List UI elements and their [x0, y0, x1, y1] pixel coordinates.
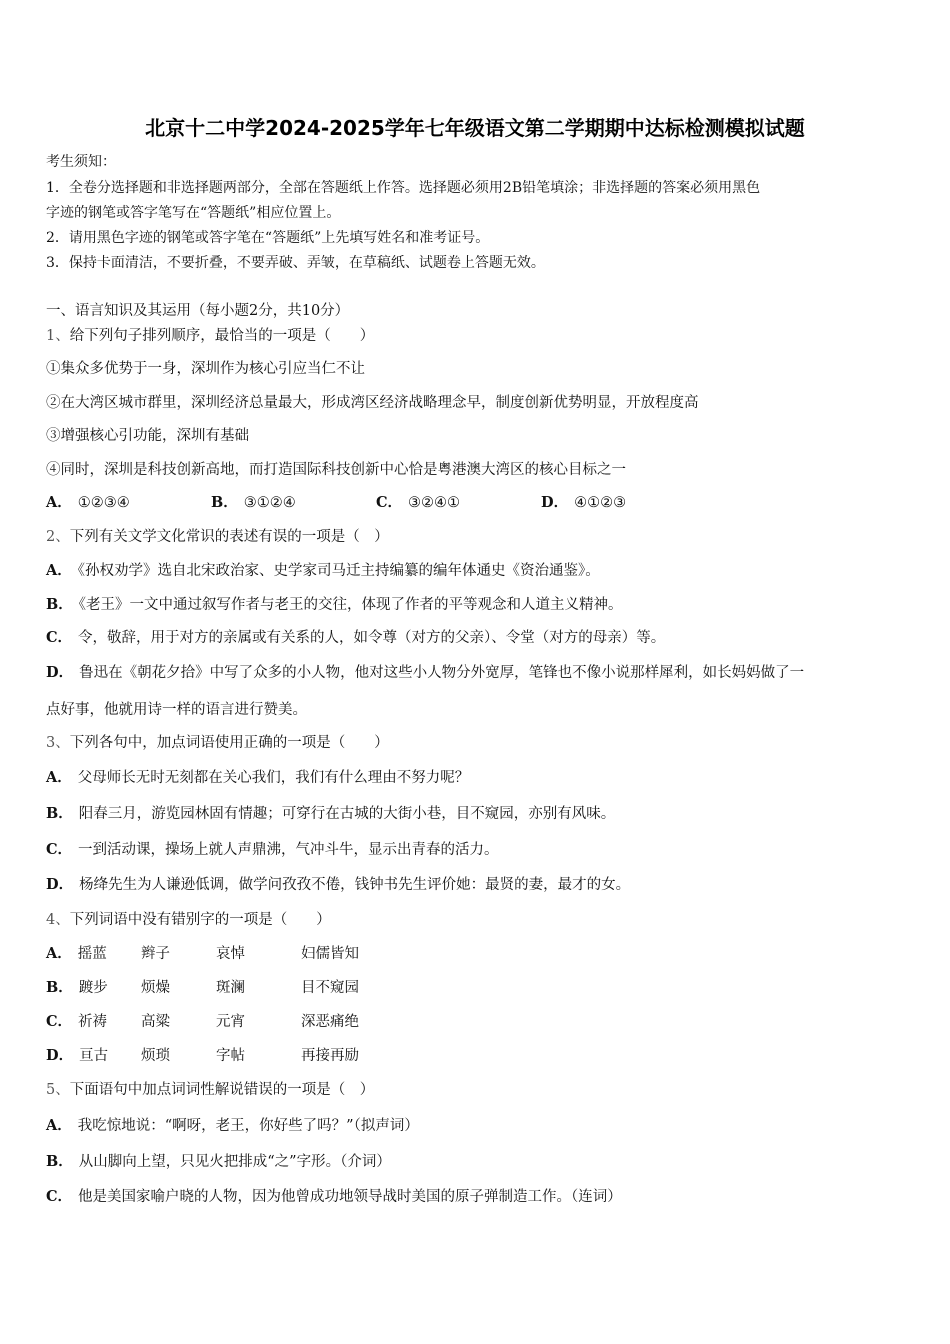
question-number: 1、 — [46, 328, 70, 344]
q2-option-c: C． 令，敬辞，用于对方的亲属或有关系的人，如令尊（对方的父亲）、令堂（对方的母亲）等。 — [46, 629, 666, 646]
question-number: 5、 — [46, 1082, 70, 1098]
question-text: 下列词语中没有错别字的一项是（ ） — [69, 912, 331, 928]
question-2-stem — [46, 527, 389, 547]
notice-item-3: 3．保持卡面清洁，不要折叠，不要弄破、弄皱，在草稿纸、试题卷上答题无效。 — [46, 255, 545, 271]
q2-option-d: D． 鲁迅在《朝花夕拾》中写了众多的小人物，他对这些小人物分外宽厚，笔锋也不像小说那样犀利，如长妈妈做了一 — [46, 664, 805, 681]
question-number: 4、 — [46, 912, 70, 928]
question-1-stem — [46, 326, 374, 346]
notice-item-1a: 1．全卷分选择题和非选择题两部分，全部在答题纸上作答。选择题必须用2B铅笔填涂；非选择题的答案必须用黑色 — [46, 180, 761, 196]
question-text: 下列有关文学文化常识的表述有误的一项是（ ） — [69, 529, 389, 545]
q3-option-d: D． 杨绛先生为人谦逊低调，做学问孜孜不倦，钱钟书先生评价她：最贤的妻，最才的女。 — [46, 876, 631, 893]
q1-options — [46, 493, 626, 513]
q2-option-b: B． 《老王》一文中通过叙写作者与老王的交往，体现了作者的平等观念和人道主义精神。 — [46, 596, 623, 613]
q1-option-a: A． ①②③④ — [46, 494, 130, 511]
q4-option-c: C． 祈祷 高粱 元宵 深恶痛绝 — [46, 1013, 359, 1030]
question-number: 2、 — [46, 529, 70, 545]
q1-sentence-4: ④同时，深圳是科技创新高地，而打造国际科技创新中心恰是粤港澳大湾区的核心目标之一 — [46, 462, 626, 478]
question-text: 给下列句子排列顺序，最恰当的一项是（ ） — [69, 328, 375, 344]
q1-option-b: B． ③①②④ — [211, 494, 296, 511]
q1-option-c: C． ③②④① — [376, 494, 461, 511]
q1-sentence-3: ③增强核心引功能，深圳有基础 — [46, 428, 249, 444]
q3-option-a: A． 父母师长无时无刻都在关心我们，我们有什么理由不努力呢？ — [46, 769, 470, 786]
notice-item-1b: 字迹的钢笔或答字笔写在“答题纸”相应位置上。 — [46, 205, 341, 221]
q4-option-b: B． 踱步 烦燥 斑澜 目不窥园 — [46, 979, 359, 996]
q1-sentence-2: ②在大湾区城市群里，深圳经济总量最大，形成湾区经济战略理念早，制度创新优势明显，开放程度高 — [46, 395, 699, 411]
question-3-stem — [46, 733, 389, 753]
q1-option-d: D． ④①②③ — [541, 494, 627, 511]
q4-option-d: D． 亘古 烦琐 字帖 再接再励 — [46, 1047, 359, 1064]
q4-option-a: A． 摇蓝 辫子 哀悼 妇儒皆知 — [46, 945, 359, 962]
question-text: 下列各句中，加点词语使用正确的一项是（ ） — [69, 735, 389, 751]
question-text: 下面语句中加点词词性解说错误的一项是（ ） — [69, 1082, 375, 1098]
q5-option-c: C． 他是美国家喻户晓的人物，因为他曾成功地领导战时美国的原子弹制造工作。（连词） — [46, 1188, 622, 1205]
notice-item-2: 2．请用黑色字迹的钢笔或答字笔在“答题纸”上先填写姓名和准考证号。 — [46, 230, 490, 246]
question-5-stem — [46, 1080, 374, 1100]
q1-sentence-1: ①集众多优势于一身，深圳作为核心引应当仁不让 — [46, 361, 365, 377]
question-number: 3、 — [46, 735, 70, 751]
exam-title: 北京十二中学2024-2025学年七年级语文第二学期期中达标检测模拟试题 — [145, 116, 805, 140]
q2-option-d-cont: 点好事，他就用诗一样的语言进行赞美。 — [46, 702, 307, 718]
q3-option-b: B． 阳春三月，游览园林固有情趣；可穿行在古城的大街小巷，目不窥园，亦别有风味。 — [46, 805, 616, 822]
q5-option-b: B． 从山脚向上望，只见火把排成“之”字形。（介词） — [46, 1153, 391, 1170]
q5-option-a: A． 我吃惊地说：“啊呀，老王，你好些了吗？”（拟声词） — [46, 1117, 419, 1134]
q2-option-a: A． 《孙权劝学》选自北宋政治家、史学家司马迁主持编纂的编年体通史《资治通鉴》。 — [46, 562, 600, 579]
notice-heading: 考生须知： — [46, 154, 116, 170]
section-heading: 一、语言知识及其运用（每小题2分，共10分） — [46, 303, 350, 319]
q3-option-c: C． 一到活动课，操场上就人声鼎沸，气冲斗牛，显示出青春的活力。 — [46, 841, 499, 858]
question-4-stem — [46, 910, 331, 930]
